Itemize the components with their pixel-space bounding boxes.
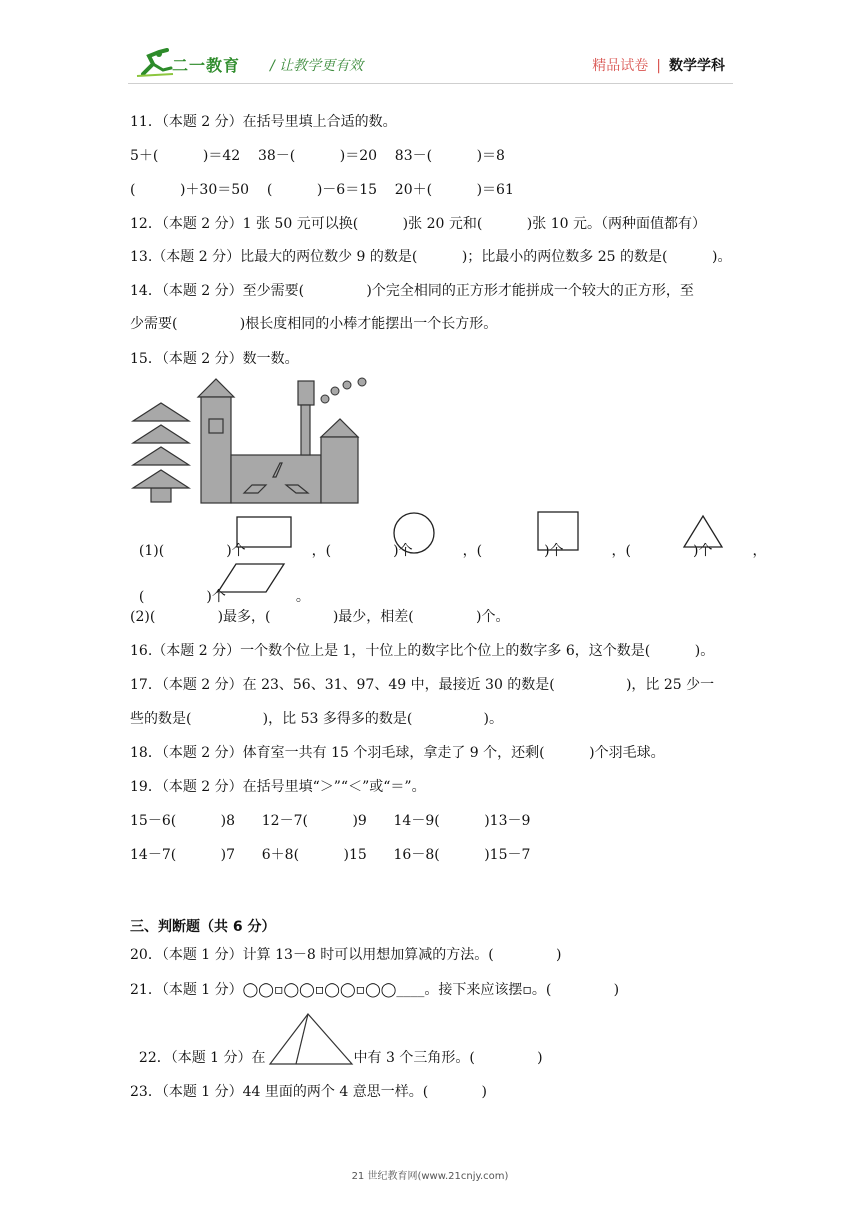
triangle-shape-icon <box>682 514 724 550</box>
q15-1-open2: ( <box>138 589 145 605</box>
q15-1-count-rect: )个 <box>226 543 246 559</box>
q11-row-a: 5＋( )＝42 38－( )＝20 83－( )＝8 <box>130 148 505 164</box>
shapes-picture-figure <box>130 375 370 505</box>
q16-text: 16.（本题 2 分）一个数个位上是 1，十位上的数字比个位上的数字多 6，这个数是( )。 <box>130 643 715 659</box>
page-footer: 21 世纪教育网(www.21cnjy.com) <box>351 1171 509 1182</box>
q15-1-count-parallelogram: )个 <box>206 589 226 605</box>
slogan: / 让教学更有效 <box>270 58 364 74</box>
q15-1-sep2: ，( <box>462 543 483 559</box>
page-header <box>0 0 860 90</box>
q22-prefix: 22．（本题 1 分）在 <box>138 1050 266 1066</box>
circle-shape-icon <box>392 511 436 555</box>
q19-row-a: 15－6( )8 12－7( )9 14－9( )13－9 <box>130 813 531 829</box>
q20-text: 20．（本题 1 分）计算 13－8 时可以用想加算减的方法。( ) <box>130 947 562 963</box>
q15-1-sep1: ，( <box>311 543 332 559</box>
header-divider <box>128 83 733 84</box>
header-right <box>592 55 725 75</box>
q15-1-open: (1)( <box>138 543 165 559</box>
q17-line-b: 些的数是( )，比 53 多得多的数是( )。 <box>130 711 503 727</box>
q13-text: 13.（本题 2 分）比最大的两位数少 9 的数是( )；比最小的两位数多 25 的数是( )。 <box>130 249 732 265</box>
q15-1-sep4: ， <box>752 543 767 559</box>
q23-text: 23．（本题 1 分）44 里面的两个 4 意思一样。( ) <box>130 1084 488 1100</box>
header-label: 精品试卷 <box>592 58 649 74</box>
section-3-title: 三、判断题（共 6 分） <box>130 919 276 935</box>
triangle-figure-icon <box>268 1012 354 1068</box>
parallelogram-shape-icon <box>216 562 286 594</box>
q18-text: 18．（本题 2 分）体育室一共有 15 个羽毛球，拿走了 9 个，还剩( )个羽毛球。 <box>130 745 665 761</box>
q14-line-a: 14．（本题 2 分）至少需要( )个完全相同的正方形才能拼成一个较大的正方形，至 <box>130 283 694 299</box>
q11-text: 11．（本题 2 分）在括号里填上合适的数。 <box>130 114 397 130</box>
q22-suffix: 中有 3 个三角形。( ) <box>353 1050 543 1066</box>
q15-part2: (2)( )最多，( )最少，相差( )个。 <box>130 609 510 625</box>
square-shape-icon <box>537 511 579 553</box>
q15-1-sep3: ，( <box>611 543 632 559</box>
q15-1-count-square: )个 <box>544 543 564 559</box>
q15-part1-row <box>130 524 766 560</box>
q15-1-count-triangle: )个 <box>693 543 713 559</box>
q12-text: 12．（本题 2 分）1 张 50 元可以换( )张 20 元和( )张 10 元。（两种面值都有） <box>130 216 706 232</box>
q15-text: 15．（本题 2 分）数一数。 <box>130 351 299 367</box>
q15-1-count-circle: )个 <box>393 543 413 559</box>
q17-line-a: 17．（本题 2 分）在 23、56、31、97、49 中，最接近 30 的数是( )，比 25 少一 <box>130 677 715 693</box>
q15-1-end: 。 <box>295 589 310 605</box>
q21-text: 21．（本题 1 分）◯◯▫◯◯▫◯◯▫◯◯____。接下来应该摆▫。( ) <box>130 982 620 998</box>
rectangle-shape-icon <box>236 516 292 548</box>
q14-line-b: 少需要( )根长度相同的小棒才能摆出一个长方形。 <box>130 316 498 332</box>
q19-text: 19．（本题 2 分）在括号里填“＞”“＜”或“＝”。 <box>130 779 426 795</box>
logo-text: 二一教育 <box>172 56 241 75</box>
q19-row-b: 14－7( )7 6＋8( )15 16－8( )15－7 <box>130 847 531 863</box>
header-separator: | <box>656 58 661 74</box>
q11-row-b: ( )＋30＝50 ( )－6＝15 20＋( )＝61 <box>130 182 514 198</box>
header-subject: 数学学科 <box>669 58 725 74</box>
